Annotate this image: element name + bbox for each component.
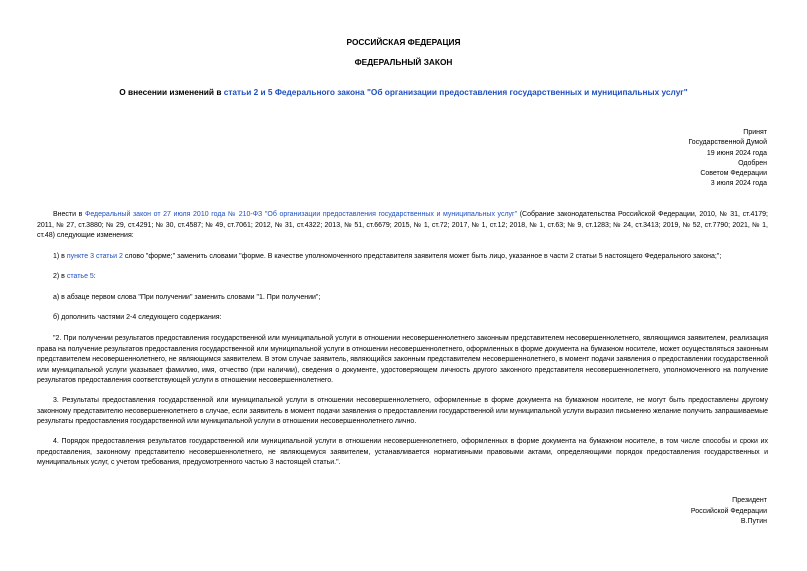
item-2 <box>37 272 768 283</box>
intro-suffix: (Собрание законодательства Российской Федерации, 2010, № 31, ст.4179; 2011, № 27, ст.3880; № 29, ст.4291; № 30, ст.4587; № 49, ст.7061; 2012, № 31, ст.4322; 2013, № 51, ст.6679; 2015, № 1, ст.72; 2017, № 1, ст.12; 2018, № 1, ст.63; № 9, ст.1283; № 24, ст.3413; 2019, № 52, ст.7790; 2021, № 1, ст.48) следующие изменения: <box>37 211 768 240</box>
item-2-suffix: : <box>93 273 96 280</box>
approved-by: Советом Федерации <box>700 170 767 178</box>
item-1-suffix: слово "форме;" заменить словами "форме. В качестве уполномоченного представителя заявителя может быть лицо, указанное в части 2 статьи 5 настоящего Федерального закона;"; <box>122 253 722 260</box>
law-210fz-link[interactable]: Федеральный закон от 27 июля 2010 года № 210-ФЗ "Об организации предоставления государственных и муниципальных услуг" <box>85 211 518 218</box>
part-3-paragraph <box>37 396 768 428</box>
doc-type-heading: ФЕДЕРАЛЬНЫЙ ЗАКОН <box>354 57 453 67</box>
item-1 <box>37 252 768 263</box>
law-title <box>0 87 807 97</box>
item-2a-text: а) в абзаце первом слова "При получении" заменить словами "1. При получении"; <box>53 294 321 301</box>
part-4-text: 4. Порядок предоставления результатов государственной или муниципальной услуги в отношении несовершеннолетнего, оформленных в форме документа на бумажном носителе, в том числе способы и сроки их предоставления, законному представителю несовершеннолетнего, не являющемуся заявителем, устанавливается нормативными правовыми актами, определяющими порядок предоставления государственных и муниципальных услуг, с учетом требования, предусмотренного частью 3 настоящей статьи.". <box>37 438 768 467</box>
part-2-paragraph <box>37 334 768 387</box>
article-2-link[interactable]: пункте 3 статьи 2 <box>66 253 123 260</box>
accepted-date: 19 июня 2024 года <box>706 149 767 157</box>
accepted-label: Принят <box>743 129 767 136</box>
part-2-text: "2. При получении результатов предоставления государственной или муниципальной услуги в отношении несовершеннолетнего законным представителем несовершеннолетнего, являющимся заявителем, реализация права на получение результатов предоставления государственной или муниципальной услуги в отношении несовершеннолетнего, оформленных в форме документа на бумажном носителе, может осуществляться законным представителем несовершеннолетнего, не являющимся заявителем. В этом случае заявитель, являющийся законным представителем несовершеннолетнего, в момент подачи заявления о предоставлении государственной или муниципальной услуги указывает фамилию, имя, отчество (при наличии), сведения о документе, удостоверяющем личность другого законного представителя несовершеннолетнего, уполномоченного на получение результатов предоставления соответствующей услуги в отношении несовершеннолетнего. <box>37 335 769 385</box>
signature-title: Президент <box>732 497 767 504</box>
law-title-link[interactable]: статьи 2 и 5 Федерального закона "Об организации предоставления государственных и муниципальных услуг" <box>223 87 688 97</box>
country-heading: РОССИЙСКАЯ ФЕДЕРАЦИЯ <box>346 37 461 47</box>
part-4-paragraph <box>37 437 768 469</box>
part-3-text: 3. Результаты предоставления государственной или муниципальной услуги в отношении несовершеннолетнего, оформленные в форме документа на бумажном носителе, не могут быть предоставлены другому законному представителю несовершеннолетнего в случае, если заявитель в момент подачи заявления о предоставлении государственной или муниципальной услуги выразил письменно желание получить запрашиваемые результаты предоставления государственной или муниципальной услуги в отношении несовершеннолетнего лично. <box>37 397 768 426</box>
signature-name: В.Путин <box>740 518 767 525</box>
item-2b-text: б) дополнить частями 2-4 следующего содержания: <box>53 314 222 321</box>
approved-label: Одобрен <box>738 159 767 167</box>
law-title-prefix: О внесении изменений в <box>119 87 224 97</box>
intro-paragraph <box>37 210 768 242</box>
accepted-by: Государственной Думой <box>688 139 767 147</box>
adoption-block <box>688 128 767 190</box>
intro-prefix: Внести в <box>53 211 85 218</box>
item-1-prefix: 1) в <box>53 253 67 260</box>
item-2-prefix: 2) в <box>53 273 67 280</box>
approved-date: 3 июля 2024 года <box>710 180 767 188</box>
item-2b <box>37 313 768 324</box>
item-2a <box>37 293 768 304</box>
signature-country: Российской Федерации <box>690 507 767 515</box>
article-5-link[interactable]: статье 5 <box>66 273 94 280</box>
signature-block <box>691 496 767 528</box>
